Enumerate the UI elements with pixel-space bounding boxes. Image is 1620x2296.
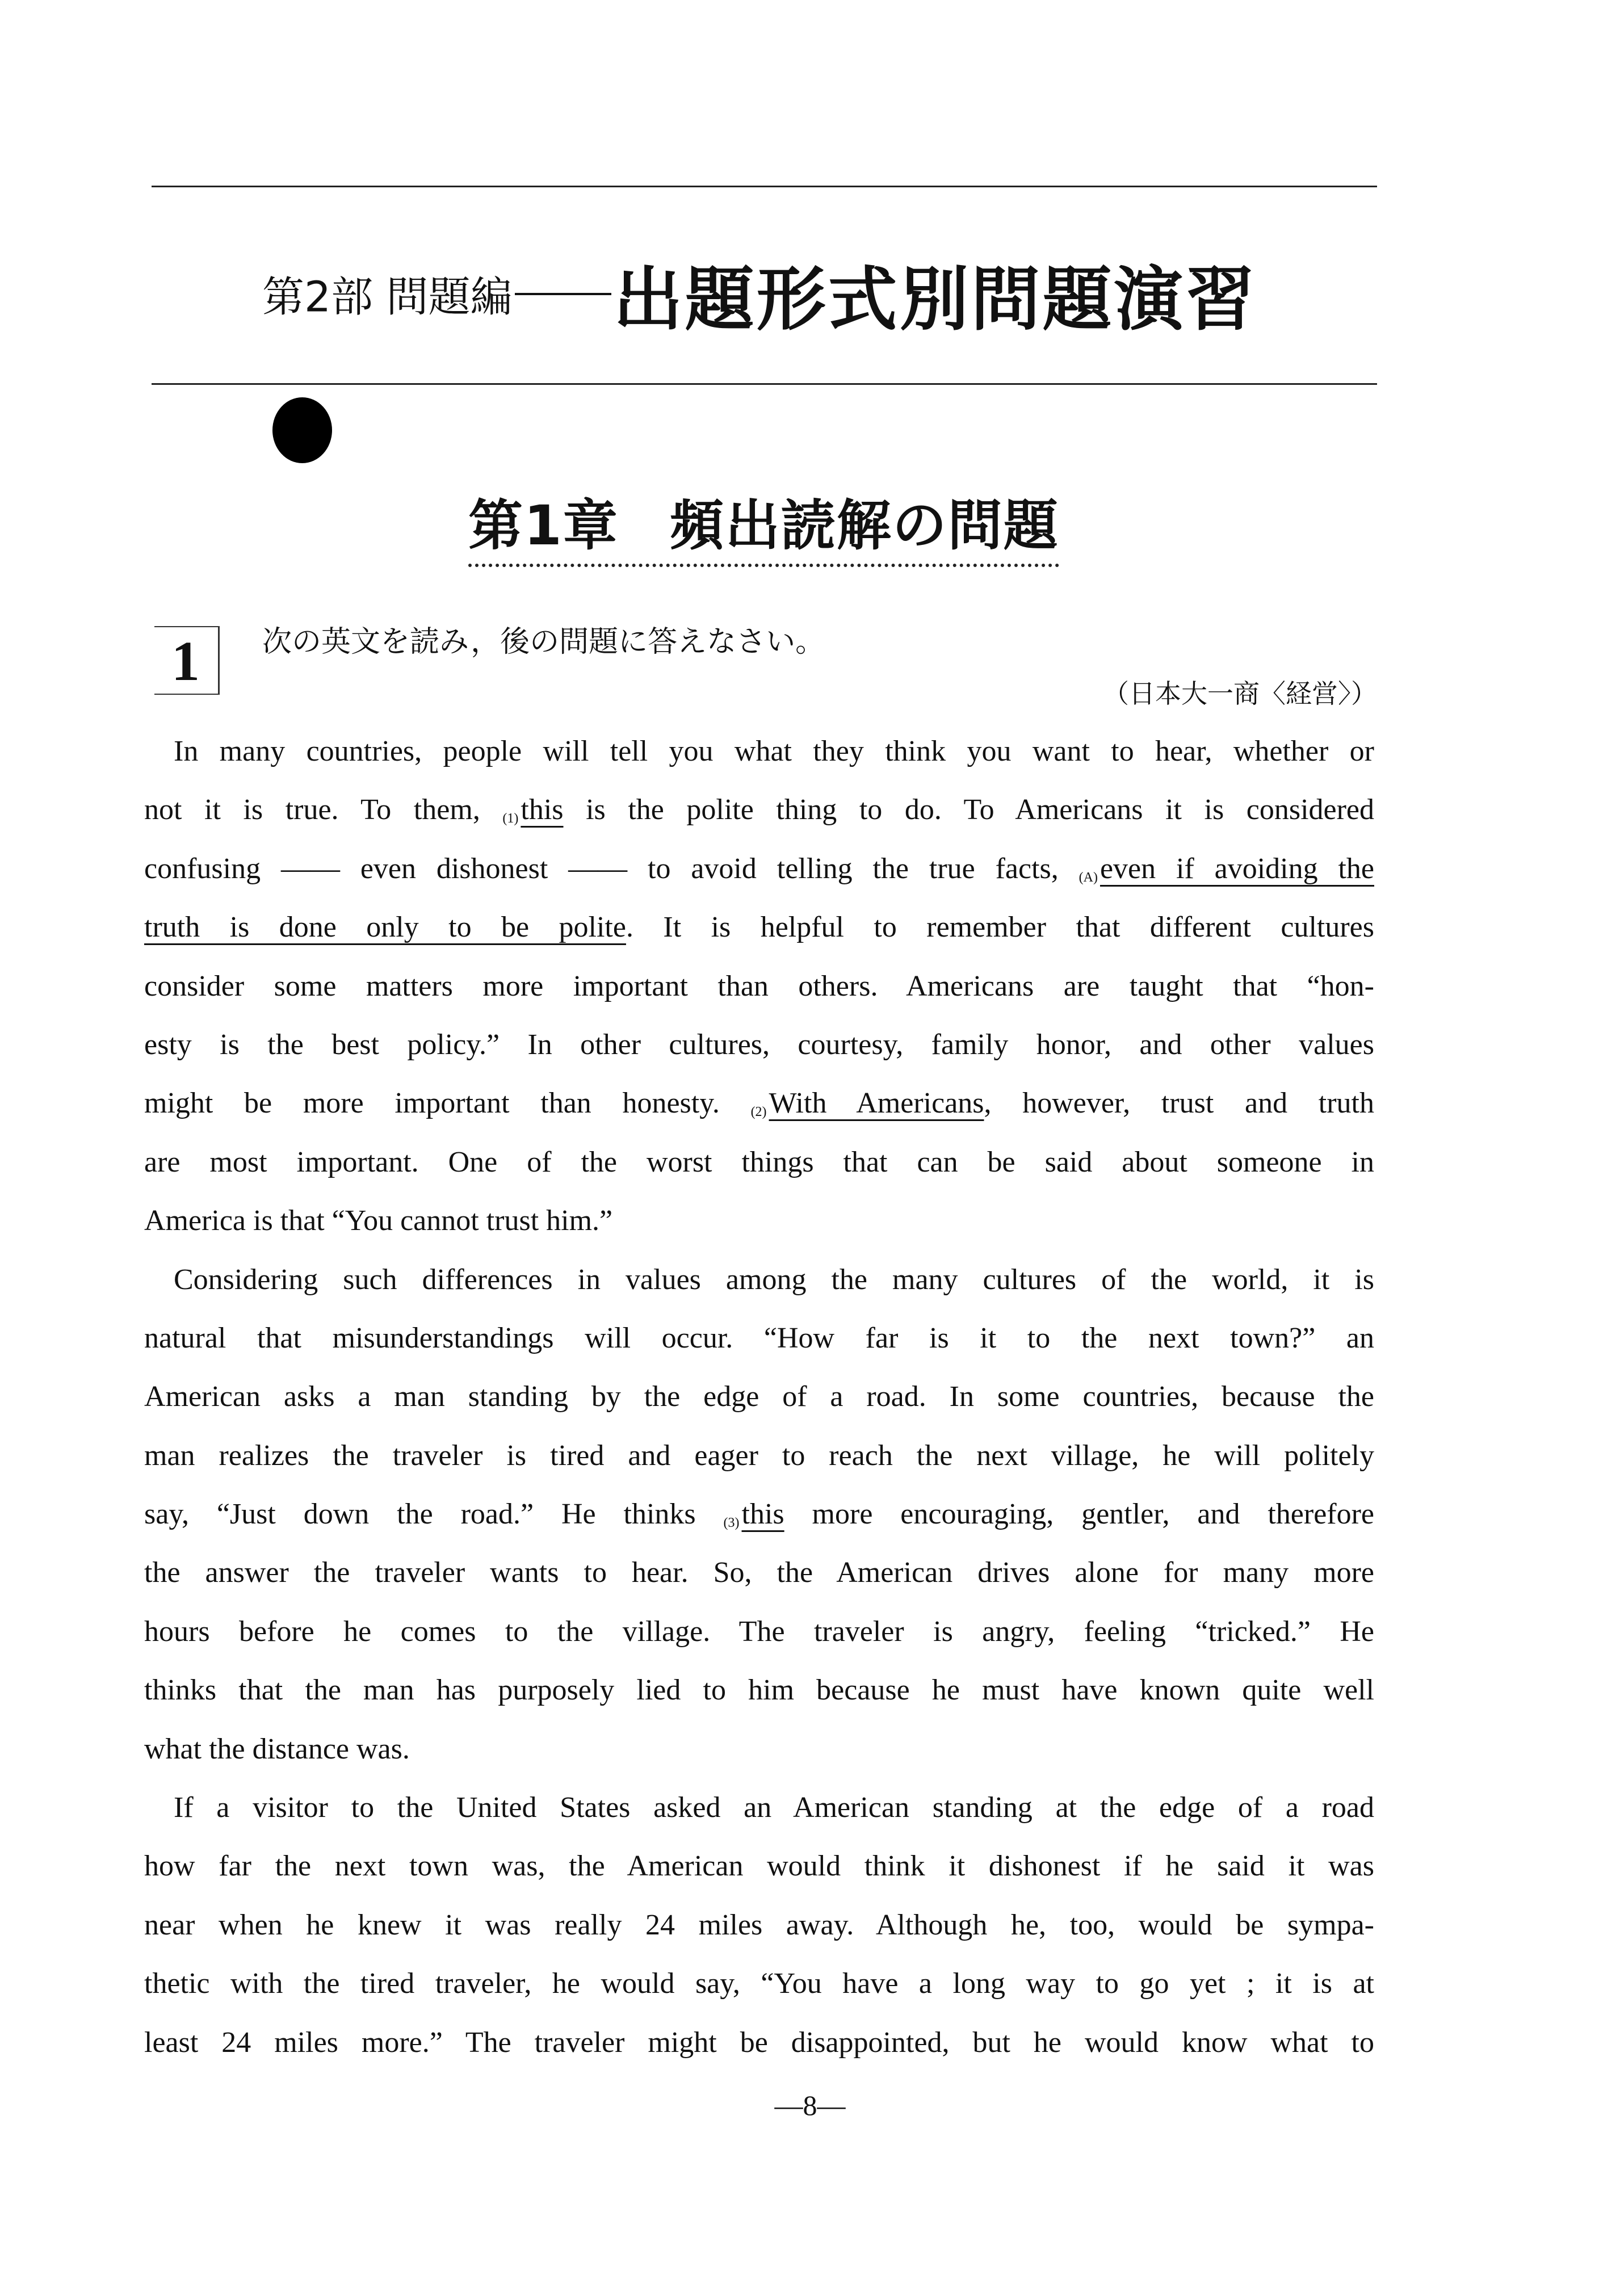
text-line [144, 1074, 1374, 1132]
underlined-phrase: this [521, 794, 564, 826]
text-line [144, 1543, 1374, 1602]
text-line [144, 1485, 1374, 1543]
text-line [144, 1661, 1374, 1719]
chapter-number: 第1章 [468, 494, 619, 557]
text-segment: hours before he comes to the village. The traveler is angry, feeling “tricked.” He [144, 1615, 1374, 1648]
text-line [144, 1602, 1374, 1661]
paragraph [144, 1778, 1374, 2072]
chapter-heading [468, 482, 1059, 567]
text-segment: America is that “You cannot trust him.” [144, 1204, 613, 1237]
text-line [144, 840, 1374, 898]
text-segment: say, “Just down the road.” He thinks [144, 1498, 724, 1531]
text-line [144, 1367, 1374, 1426]
text-line [144, 780, 1374, 839]
text-segment: esty is the best policy.” In other cultures, courtesy, family honor, and other values [144, 1028, 1374, 1061]
text-segment: what the distance was. [144, 1732, 410, 1765]
bottom-rule [152, 383, 1377, 385]
text-segment: man realizes the traveler is tired and eager to reach the next village, he will politely [144, 1439, 1374, 1472]
text-segment: might be more important than honesty. [144, 1087, 751, 1120]
question-instruction: 次の英文を読み，後の問題に答えなさい。 [262, 625, 825, 659]
text-segment: not it is true. To them, [144, 794, 503, 826]
text-segment: least 24 miles more.” The traveler might be disappointed, but he would know what to [144, 2026, 1374, 2059]
text-line [144, 1015, 1374, 1074]
underlined-phrase: With Americans [769, 1087, 984, 1120]
text-segment: near when he knew it was really 24 miles away. Although he, too, would be sympa- [144, 1908, 1374, 1941]
text-line [144, 1426, 1374, 1485]
text-line [144, 957, 1374, 1015]
text-line [144, 1309, 1374, 1367]
question-marker: (A) [1078, 870, 1098, 885]
text-line [144, 1133, 1374, 1191]
text-segment: how far the next town was, the American would think it dishonest if he said it was [144, 1850, 1374, 1883]
chapter-title: 頻出読解の問題 [669, 494, 1059, 557]
text-segment: are most important. One of the worst things that can be said about someone in [144, 1145, 1374, 1178]
paragraph [144, 1250, 1374, 1779]
text-line [144, 1250, 1374, 1309]
text-segment: more encouraging, gentler, and therefore [784, 1498, 1374, 1531]
text-line [144, 1191, 1374, 1250]
text-line [144, 722, 1374, 780]
text-line [144, 1778, 1374, 1837]
title-dash [515, 293, 611, 295]
underlined-phrase: truth is done only to be polite [144, 911, 626, 944]
paragraph [144, 722, 1374, 1250]
question-marker: (2) [750, 1105, 767, 1120]
text-segment: Considering such differences in values among the many cultures of the world, it is [174, 1263, 1374, 1296]
text-segment: . It is helpful to remember that different cultures [626, 911, 1374, 944]
part-title [262, 244, 1257, 343]
underlined-phrase: even if avoiding the [1099, 852, 1375, 885]
text-line [144, 1837, 1374, 1895]
passage [144, 722, 1374, 2072]
text-segment: confusing —— even dishonest —— to avoid telling the true facts, [144, 852, 1079, 885]
question-marker: (1) [502, 811, 519, 826]
text-line [144, 898, 1374, 956]
part-label: 第2部 問題編 [262, 272, 513, 322]
question-marker: (3) [723, 1516, 740, 1531]
text-segment: thetic with the tired traveler, he would say, “You have a long way to go yet ; it is at [144, 1967, 1374, 2000]
part-heading: 出題形式別問題演習 [613, 258, 1257, 340]
text-segment: If a visitor to the United States asked an American standing at the edge of a road [174, 1791, 1374, 1824]
text-segment: the answer the traveler wants to hear. So, the American drives alone for many more [144, 1556, 1374, 1589]
text-segment: , however, trust and truth [984, 1087, 1374, 1120]
question-number: 1 [171, 629, 200, 692]
text-line [144, 2013, 1374, 2072]
top-rule [152, 186, 1377, 187]
text-segment: natural that misunderstandings will occur. “How far is it to the next town?” an [144, 1321, 1374, 1354]
page-number: —8— [774, 2089, 846, 2121]
text-segment: is the polite thing to do. To Americans it is considered [563, 794, 1374, 826]
text-segment: In many countries, people will tell you what they think you want to hear, whether or [174, 735, 1374, 767]
text-segment: consider some matters more important than others. Americans are taught that “hon- [144, 969, 1374, 1002]
question-number-box [154, 626, 220, 695]
text-segment: American asks a man standing by the edge of a road. In some countries, because the [144, 1380, 1374, 1413]
underlined-phrase: this [741, 1498, 784, 1531]
text-segment: thinks that the man has purposely lied to him because he must have known quite well [144, 1674, 1374, 1707]
text-line [144, 1896, 1374, 1954]
bullet-circle-icon [272, 397, 332, 463]
text-line [144, 1954, 1374, 2013]
question-source: （日本大一商〈経営〉） [1103, 678, 1377, 709]
text-line [144, 1720, 1374, 1778]
